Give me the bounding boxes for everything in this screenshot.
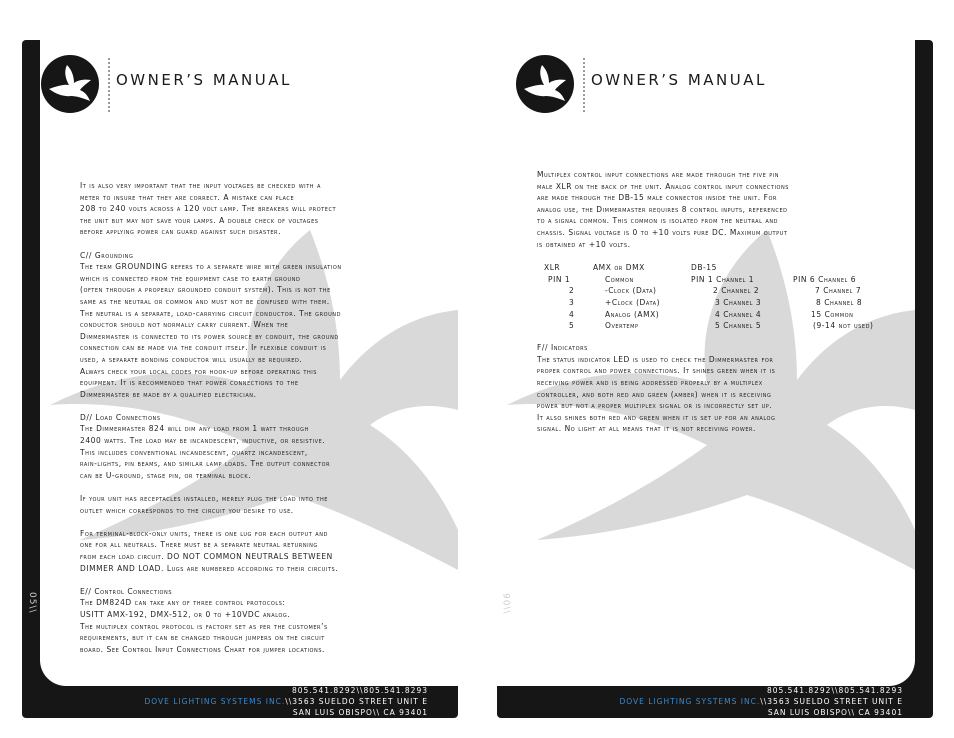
receptacles-paragraph [80,493,458,516]
table-cell: Common [605,274,634,284]
text-line: Always check your local codes for hook-up before operating this [80,366,318,376]
table-cell: 4 [569,309,575,319]
table-header: AMX or DMX [593,263,645,273]
table-header: XLR [544,263,561,273]
table-cell: 3 Channel 3 [715,297,762,307]
text-line: 2400 watts. The load may be incandescent, inductive, or resistive. [80,436,326,446]
left-body [80,180,458,667]
text-line: male XLR on the back of the unit. Analog control input connections [537,181,790,191]
text-line: proper control and power connections. It shines green when it is [537,366,776,376]
table-cell: -Clock (Data) [605,286,657,296]
footer-company: DOVE LIGHTING SYSTEMS INC. [619,697,761,707]
control-paragraph [80,597,458,655]
footer-phone: 805.541.8292\\805.541.8293 [766,686,903,695]
page-footer [619,685,903,719]
text-line: USITT AMX-192, DMX-512, or 0 to +10VDC analog. [80,609,291,619]
section-heading: F// Indicators [537,343,588,353]
voltage-paragraph [80,180,458,238]
table-cell: +Clock (Data) [605,297,661,307]
table-cell: Overtemp [605,321,639,331]
text-line: The multiplex control protocol is factory set as per the customer’s [80,621,328,631]
text-line: analog use, the Dimmermaster requires 8 control inputs, referenced [537,204,788,214]
text-line: Dimmermaster be made by a qualified electrician. [80,389,257,399]
right-page-sheet [497,40,915,686]
text-line: one for all neutrals. There must be a separate neutral returning [80,540,318,550]
section-heading: E// Control Connections [80,586,173,596]
load-paragraph [80,423,458,481]
text-line: from each load circuit. DO NOT COMMON NEUTRALS BETWEEN [80,552,333,561]
text-line: This includes conventional incandescent, quartz incandescent, [80,447,308,457]
text-line: are made through the DB-15 male connector inside the unit. For [537,193,777,203]
text-line: It is also very important that the input voltages be checked with a [80,181,322,190]
text-line: the unit but may not save your lamps. A double check of voltages [80,215,319,225]
text-line: can be U-ground, stage pin, or terminal block. [80,470,252,480]
text-line: is obtained at +10 volts. [537,239,631,249]
footer-address: \\3563 SUELDO STREET UNIT E [285,697,428,707]
text-line: If your unit has receptacles installed, merely plug the load into the [80,494,328,504]
page-footer [144,685,428,719]
terminal-block-paragraph [80,528,458,574]
text-line: chassis. Signal voltage is 0 to +10 volts pure DC. Maximum output [537,227,788,237]
footer-city: SAN LUIS OBISPO\\ CA 93401 [292,708,428,718]
page-title: OWNER’S MANUAL [591,71,767,89]
table-cell: 5 [569,321,575,331]
right-body [537,169,915,447]
footer-phone: 805.541.8292\\805.541.8293 [291,686,428,695]
text-line: It also shines both red and green when it is set up for an analog [537,412,776,422]
footer-address-line [144,696,428,707]
text-line: before applying power can guard against such disaster. [80,227,282,237]
left-page [22,40,458,718]
table-cell: Analog (AMX) [605,309,660,319]
text-line: requirements, but it can be changed through jumpers on the circuit [80,633,325,643]
dove-logo-icon [40,54,100,114]
text-line: to a signal common. This common is isolated from the neutral and [537,216,779,226]
page-number: 05\\ [27,592,37,614]
pin-table [537,262,915,332]
table-cell: 15 Common [811,309,854,319]
text-line: meter to insure that they are correct. A mistake can place [80,192,295,202]
table-cell: PIN 6 Channel 6 [793,274,857,284]
text-line: connection can be made via the conduit itself. If flexible conduit is [80,343,327,353]
text-line: board. See Control Input Connections Chart for jumper locations. [80,644,325,654]
table-header: DB-15 [691,263,717,273]
table-cell: (9-14 not used) [813,321,874,331]
text-line: conductor should not normally carry current. When the [80,320,289,330]
table-cell: 2 [569,286,575,296]
grounding-paragraph [80,261,458,400]
page-title: OWNER’S MANUAL [116,71,292,89]
footer-city: SAN LUIS OBISPO\\ CA 93401 [767,708,903,718]
text-line: The status indicator LED is used to check the Dimmermaster for [537,354,774,364]
page-number: \\06 [503,592,513,614]
text-line: signal. No light at all means that it is not receiving power. [537,424,756,434]
text-line: controller, and both red and green (amber) when it is receiving [537,389,772,399]
text-line: (often through a properly grounded conduit system). This is not the [80,285,331,295]
text-line: outlet which corresponds to the circuit you desire to use. [80,505,294,515]
table-cell: 2 Channel 2 [713,286,760,296]
indicators-paragraph [537,354,915,435]
text-line: equipment. It is recommended that power connections to the [80,378,299,388]
text-line: DIMMER AND LOAD. Lugs are numbered according to their circuits. [80,563,339,573]
text-line: The Dimmermaster 824 will dim any load from 1 watt through [80,424,309,434]
text-line: receiving power and is being addressed properly by a multiplex [537,377,763,387]
text-line: The term GROUNDING refers to a separate wire with green insulation [80,262,342,272]
text-line: Dimmermaster is connected to its power source by conduit, the ground [80,331,339,341]
table-cell: 7 Channel 7 [815,286,862,296]
table-cell: 8 Channel 8 [816,297,863,307]
table-cell: 5 Channel 5 [715,321,762,331]
multiplex-paragraph [537,169,915,250]
text-line: same as the neutral or common and must not be confused with them. [80,296,330,306]
table-cell: 4 Channel 4 [715,309,762,319]
text-line: used, a separate bonding conductor will usually be required. [80,354,303,364]
table-cell: PIN 1 Channel 1 [691,274,755,284]
text-line: The DM824D can take any of three control protocols: [80,598,286,608]
text-line: rain-lights, pin beams, and similar lamp loads. The output connector [80,459,331,469]
left-page-sheet [40,40,458,686]
text-line: The neutral is a separate, load-carrying circuit conductor. The ground [80,308,342,318]
text-line: Multiplex control input connections are made through the five pin [537,170,780,179]
dove-logo-icon [515,54,575,114]
right-page [497,40,933,718]
table-cell: 3 [569,297,575,307]
title-divider [583,58,585,112]
text-line: which is connected from the equipment case to earth ground [80,273,301,283]
footer-address: \\3563 SUELDO STREET UNIT E [760,697,903,707]
title-divider [108,58,110,112]
footer-address-line [619,696,903,707]
table-cell: PIN 1 [548,274,571,284]
section-heading: C// Grounding [80,250,134,260]
text-line: 208 to 240 volts across a 120 volt lamp. The breakers will protect [80,204,337,214]
text-line: power but not a proper multiplex signal or is incorrectly set up. [537,401,773,411]
text-line: For terminal-block-only units, there is one lug for each output and [80,528,328,538]
section-heading: D// Load Connections [80,412,161,422]
footer-company: DOVE LIGHTING SYSTEMS INC. [144,697,286,707]
